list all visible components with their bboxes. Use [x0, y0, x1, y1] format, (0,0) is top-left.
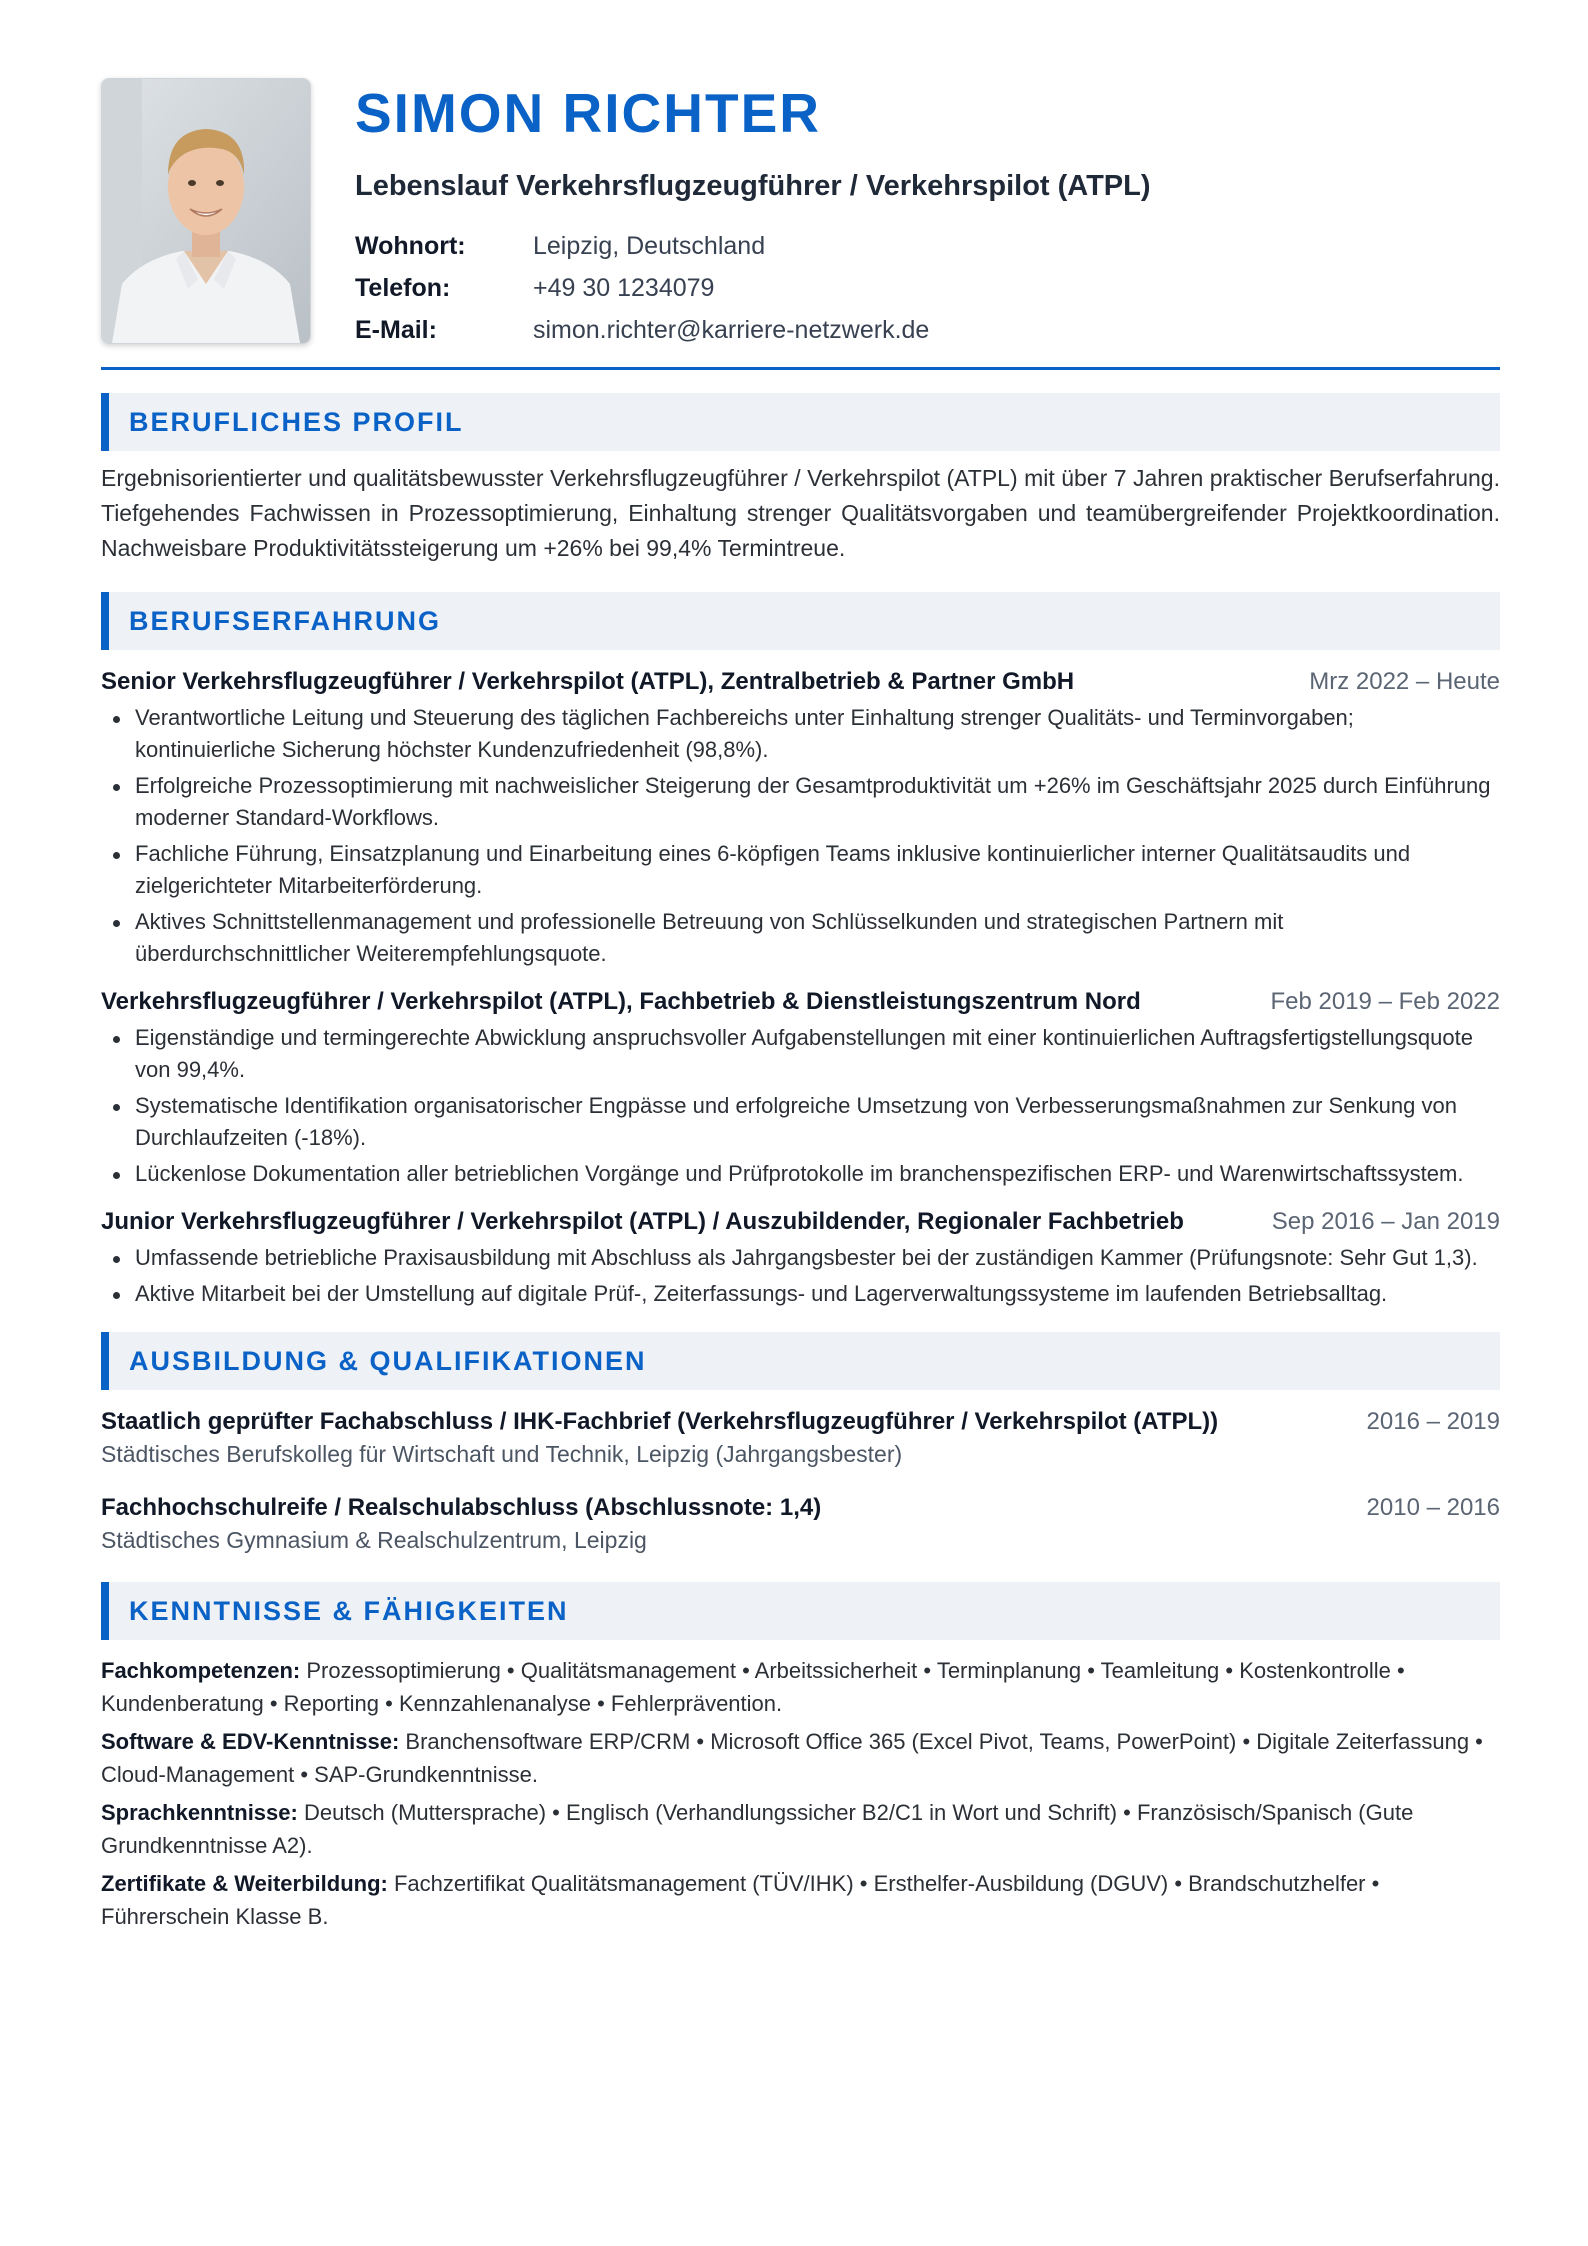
- section-experience: [101, 592, 1500, 1310]
- list-item: Umfassende betriebliche Praxisausbildung mit Abschluss als Jahrgangsbester bei der zuständigen Kammer (Prüfungsnote: Sehr Gut 1,3).: [135, 1242, 1500, 1274]
- education-entry: [101, 1406, 1500, 1470]
- education-institution: Städtisches Berufskolleg für Wirtschaft und Technik, Leipzig (Jahrgangsbester): [101, 1441, 903, 1467]
- list-item: Fachliche Führung, Einsatzplanung und Einarbeitung eines 6-köpfigen Teams inklusive kontinuierlicher interner Qualitätsaudits und zielgerichteter Mitarbeiterförderung.: [135, 838, 1500, 902]
- contact-row-email: [355, 309, 1500, 351]
- skill-line: [101, 1867, 1500, 1933]
- job-bullets: [101, 1022, 1500, 1190]
- contact-label: Wohnort:: [355, 231, 466, 260]
- job-title: Junior Verkehrsflugzeugführer / Verkehrspilot (ATPL) / Auszubildender, Regionaler Fachbetrieb: [101, 1208, 1184, 1235]
- list-item: Aktives Schnittstellenmanagement und professionelle Betreuung von Schlüsselkunden und strategischen Partnern mit überdurchschnittlicher Weiterempfehlungsquote.: [135, 906, 1500, 970]
- contact-value: Leipzig, Deutschland: [533, 231, 766, 260]
- job-title: Verkehrsflugzeugführer / Verkehrspilot (ATPL), Fachbetrieb & Dienstleistungszentrum Nord: [101, 988, 1141, 1015]
- job-date: Feb 2019 – Feb 2022: [1270, 988, 1500, 1015]
- job-entry: [101, 986, 1500, 1190]
- section-profile: [101, 393, 1500, 566]
- list-item: Lückenlose Dokumentation aller betrieblichen Vorgänge und Prüfprotokolle im branchenspezifischen ERP- und Warenwirtschaftssystem.: [135, 1158, 1500, 1190]
- skill-text: Deutsch (Muttersprache) • Englisch (Verhandlungssicher B2/C1 in Wort und Schrift) • Französisch/Spanisch (Gute Grundkenntnisse A2).: [101, 1800, 1414, 1858]
- section-education: [101, 1332, 1500, 1556]
- header-info: [355, 78, 1500, 351]
- contact-label: Telefon:: [355, 273, 451, 302]
- job-date: Mrz 2022 – Heute: [1309, 668, 1500, 695]
- job-entry: [101, 666, 1500, 970]
- skill-text: Fachzertifikat Qualitätsmanagement (TÜV/IHK) • Ersthelfer-Ausbildung (DGUV) • Brandschutzhelfer • Führerschein Klasse B.: [101, 1871, 1380, 1929]
- section-heading: BERUFSERFAHRUNG: [101, 592, 1500, 650]
- section-heading: KENNTNISSE & FÄHIGKEITEN: [101, 1582, 1500, 1640]
- contact-value: simon.richter@karriere-netzwerk.de: [533, 315, 930, 344]
- job-header: [101, 986, 1500, 1018]
- job-title: Senior Verkehrsflugzeugführer / Verkehrspilot (ATPL), Zentralbetrieb & Partner GmbH: [101, 668, 1075, 695]
- contact-value: +49 30 1234079: [533, 273, 715, 302]
- contact-list: [355, 225, 1500, 351]
- skill-label: Zertifikate & Weiterbildung:: [101, 1871, 388, 1896]
- section-heading: AUSBILDUNG & QUALIFIKATIONEN: [101, 1332, 1500, 1390]
- profile-text: Ergebnisorientierter und qualitätsbewusster Verkehrsflugzeugführer / Verkehrspilot (ATPL) mit über 7 Jahren praktischer Berufserfahrung. Tiefgehendes Fachwissen in Prozessoptimierung, Einhaltung strenger Qualitätsvorgaben und teamübergreifender Projektkoordination. Nachweisbare Produktivitätssteigerung um +26% bei 99,4% Termintreue.: [101, 465, 1500, 561]
- job-header: [101, 1206, 1500, 1238]
- candidate-name: SIMON RICHTER: [355, 82, 821, 144]
- contact-row-location: [355, 225, 1500, 267]
- education-header: [101, 1492, 1500, 1524]
- list-item: Eigenständige und termingerechte Abwicklung anspruchsvoller Aufgabenstellungen mit einer kontinuierlichen Auftragsfertigstellungsquote von 99,4%.: [135, 1022, 1500, 1086]
- education-entry: [101, 1492, 1500, 1556]
- skills-list: [101, 1654, 1500, 1933]
- section-heading: BERUFLICHES PROFIL: [101, 393, 1500, 451]
- education-date: 2016 – 2019: [1366, 1408, 1500, 1435]
- skill-label: Software & EDV-Kenntnisse:: [101, 1729, 400, 1754]
- skill-line: [101, 1725, 1500, 1791]
- job-bullets: [101, 702, 1500, 970]
- contact-label: E-Mail:: [355, 315, 437, 344]
- job-entry: [101, 1206, 1500, 1310]
- education-header: [101, 1406, 1500, 1438]
- education-institution: Städtisches Gymnasium & Realschulzentrum, Leipzig: [101, 1527, 647, 1553]
- list-item: Aktive Mitarbeit bei der Umstellung auf digitale Prüf-, Zeiterfassungs- und Lagerverwaltungssysteme im laufenden Betriebsalltag.: [135, 1278, 1500, 1310]
- job-bullets: [101, 1242, 1500, 1310]
- skill-line: [101, 1654, 1500, 1720]
- section-skills: [101, 1582, 1500, 1933]
- list-item: Systematische Identifikation organisatorischer Engpässe und erfolgreiche Umsetzung von Verbesserungsmaßnahmen zur Senkung von Durchlaufzeiten (-18%).: [135, 1090, 1500, 1154]
- resume-subtitle: Lebenslauf Verkehrsflugzeugführer / Verkehrspilot (ATPL): [355, 170, 1151, 202]
- header-divider: [101, 367, 1500, 370]
- contact-row-phone: [355, 267, 1500, 309]
- skill-label: Sprachkenntnisse:: [101, 1800, 298, 1825]
- education-title: Fachhochschulreife / Realschulabschluss (Abschlussnote: 1,4): [101, 1494, 822, 1521]
- education-title: Staatlich geprüfter Fachabschluss / IHK-Fachbrief (Verkehrsflugzeugführer / Verkehrspilot (ATPL)): [101, 1408, 1219, 1435]
- list-item: Erfolgreiche Prozessoptimierung mit nachweislicher Steigerung der Gesamtproduktivität um +26% im Geschäftsjahr 2025 durch Einführung moderner Standard-Workflows.: [135, 770, 1500, 834]
- education-date: 2010 – 2016: [1366, 1494, 1500, 1521]
- resume-header: [101, 78, 1500, 368]
- skill-text: Prozessoptimierung • Qualitätsmanagement • Arbeitssicherheit • Terminplanung • Teamleitung • Kostenkontrolle • Kundenberatung • Reporting • Kennzahlenanalyse • Fehlerprävention.: [101, 1658, 1405, 1716]
- skill-line: [101, 1796, 1500, 1862]
- list-item: Verantwortliche Leitung und Steuerung des täglichen Fachbereichs unter Einhaltung strenger Qualitäts- und Terminvorgaben; kontinuierliche Sicherung höchster Kundenzufriedenheit (98,8%).: [135, 702, 1500, 766]
- profile-photo: [101, 78, 311, 344]
- skill-text: Branchensoftware ERP/CRM • Microsoft Office 365 (Excel Pivot, Teams, PowerPoint) • Digitale Zeiterfassung • Cloud-Management • SAP-Grundkenntnisse.: [101, 1729, 1483, 1787]
- job-header: [101, 666, 1500, 698]
- job-date: Sep 2016 – Jan 2019: [1271, 1208, 1500, 1235]
- skill-label: Fachkompetenzen:: [101, 1658, 301, 1683]
